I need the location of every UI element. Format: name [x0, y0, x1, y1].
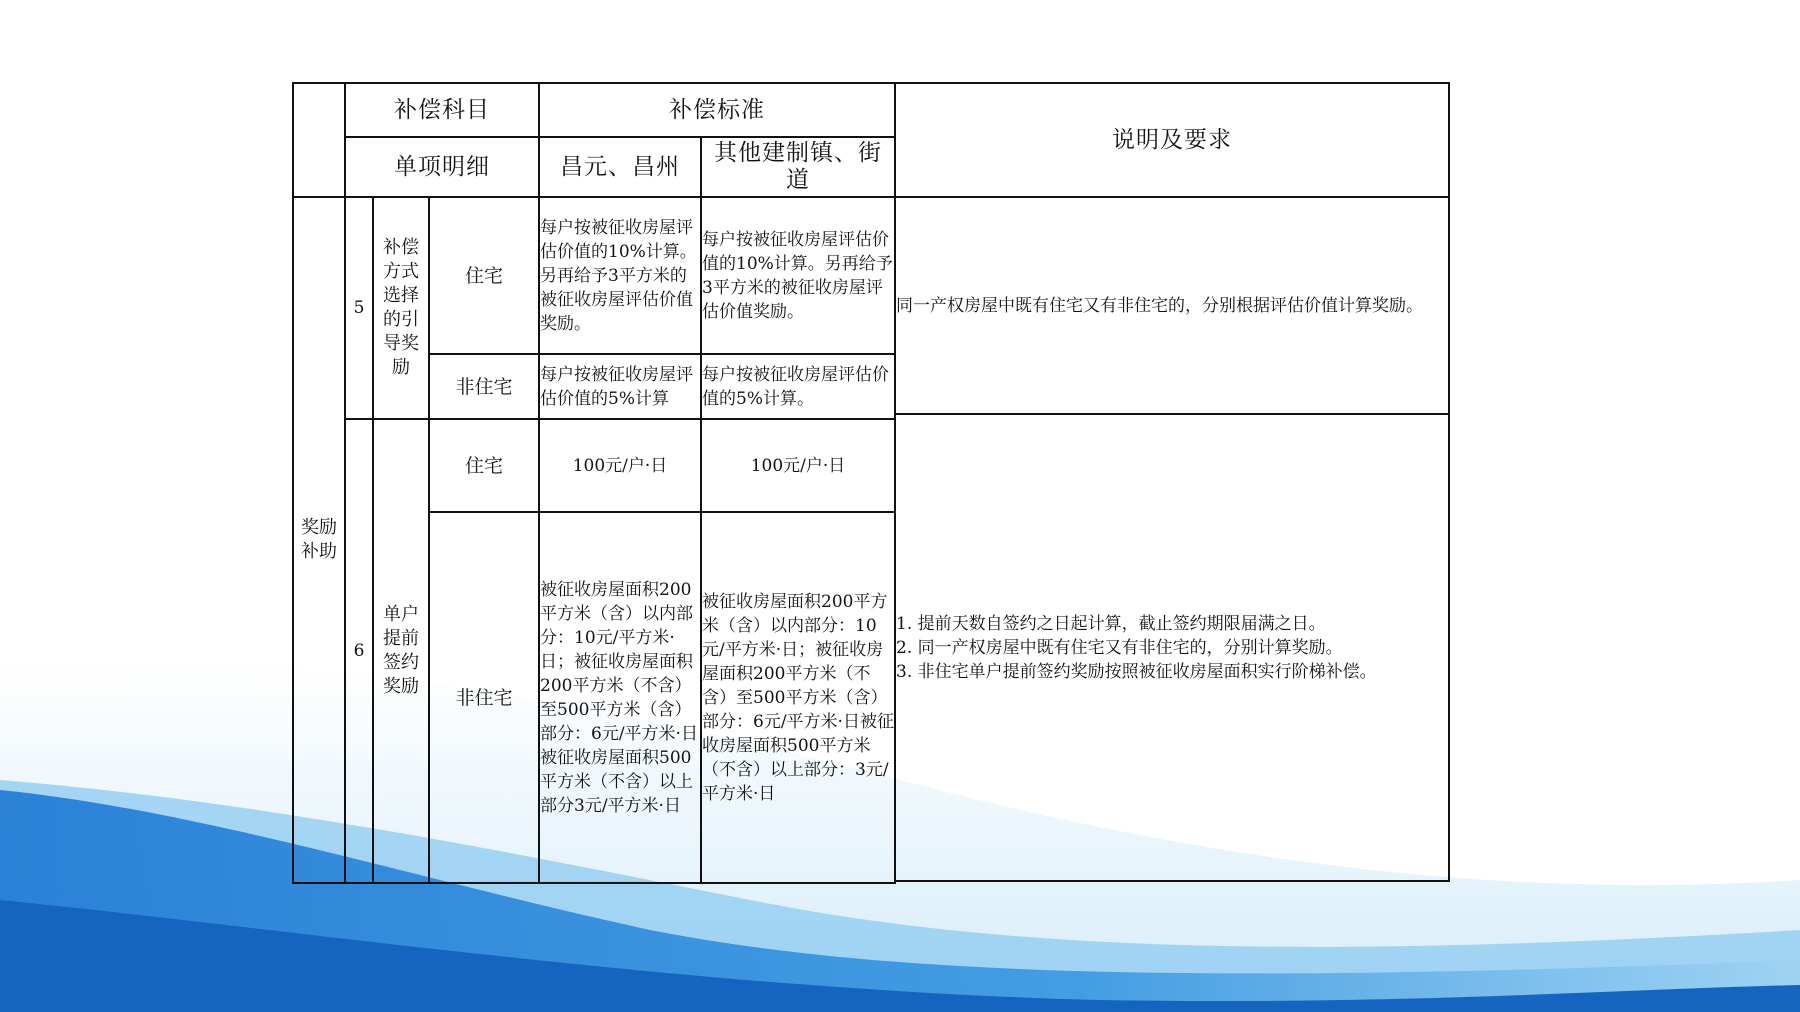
note-line: 2. 同一产权房屋中既有住宅又有非住宅的，分别计算奖励。 — [896, 637, 1343, 658]
header-region-b: 其他建制镇、街道 — [714, 140, 882, 193]
item-number: 5 — [353, 298, 365, 318]
item-name — [374, 420, 428, 882]
note-line: 1. 提前天数自签约之日起计算，截止签约期限届满之日。 — [896, 613, 1326, 634]
table-cell: 每户按被征收房屋评估价值的5%计算。 — [702, 364, 889, 409]
item-type: 非住宅 — [455, 686, 513, 709]
table-cell: 每户按被征收房屋评估价值的10%计算。另再给予3平方米的被征收房屋评估价值奖励。 — [702, 229, 893, 322]
table-cell: 100元/户·日 — [750, 455, 846, 476]
item-type: 住宅 — [464, 264, 503, 287]
table-cell: 被征收房屋面积200平方米（含）以内部分：10元/平方米·日；被征收房屋面积200平方米（不含）至500平方米（含）部分：6元/平方米·日被征收房屋面积500平方米（不含）以上部分3元/平方米·日 — [540, 579, 698, 816]
item-name-text: 单户提前签约奖励 — [383, 604, 419, 697]
header-detail: 单项明细 — [394, 153, 490, 180]
category-label — [296, 198, 342, 882]
table-cell: 被征收房屋面积200平方米（含）以内部分：10元/平方米·日；被征收房屋面积200平方米（不含）至500平方米（含）部分：6元/平方米·日被征收房屋面积500平方米（不含）以上部分：3元/平方米·日 — [702, 591, 894, 804]
table-cell: 每户按被征收房屋评估价值的5%计算 — [540, 364, 693, 409]
header-subject: 补偿科目 — [394, 96, 490, 123]
table-cell: 每户按被征收房屋评估价值的10%计算。另再给予3平方米的被征收房屋评估价值奖励。 — [540, 217, 697, 334]
item-name-text: 补偿方式选择的引导奖励 — [383, 237, 419, 378]
item-name — [374, 198, 428, 418]
item-type: 住宅 — [464, 454, 503, 477]
table-border-left — [292, 82, 294, 884]
header-region-a: 昌元、昌州 — [560, 153, 680, 180]
table-border-right — [1448, 82, 1450, 882]
category-text: 奖励补助 — [301, 517, 337, 562]
item-number: 6 — [353, 641, 365, 661]
header-standard: 补偿标准 — [669, 96, 765, 123]
item-notes — [896, 415, 1448, 880]
item-type: 非住宅 — [455, 375, 513, 398]
header-notes: 说明及要求 — [1112, 126, 1232, 153]
table-border-bottom — [292, 882, 894, 884]
item-note: 同一产权房屋中既有住宅又有非住宅的，分别根据评估价值计算奖励。 — [896, 295, 1423, 316]
table-border-bottom — [894, 880, 1450, 882]
note-line: 3. 非住宅单户提前签约奖励按照被征收房屋面积实行阶梯补偿。 — [896, 661, 1377, 682]
table-cell: 100元/户·日 — [572, 455, 668, 476]
